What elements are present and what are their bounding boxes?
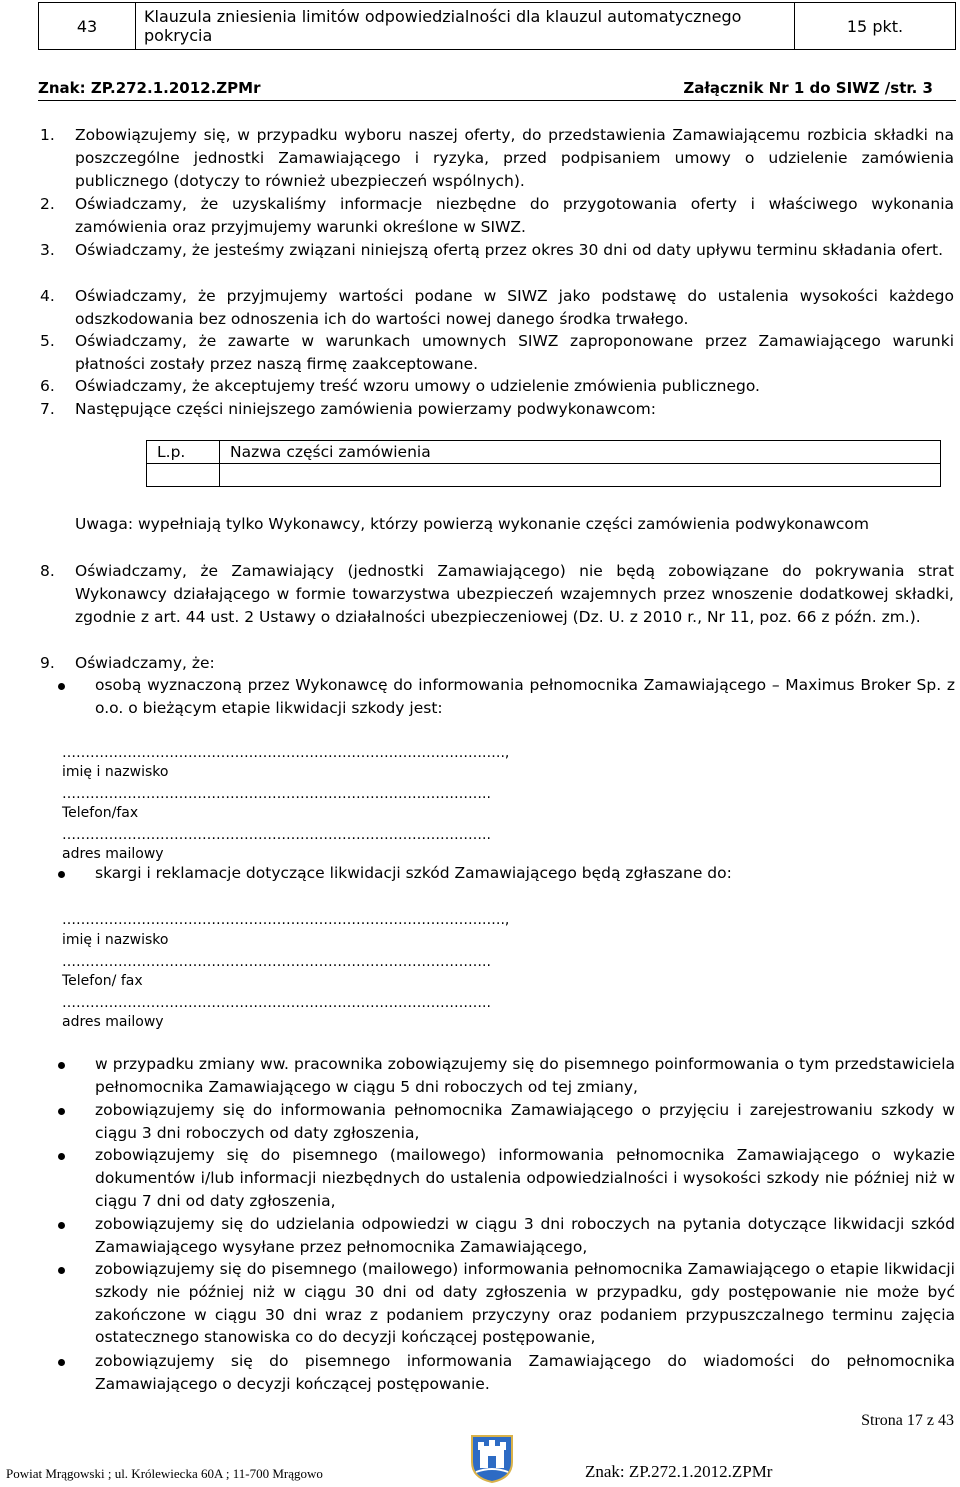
coat-of-arms-icon	[468, 1432, 516, 1484]
item-text: Oświadczamy, że przyjmujemy wartości podane w SIWZ jako podstawę do ustalenia wysokości każdego odszkodowania bez odnoszenia ich do wartości nowej danego środka trwałego.	[75, 287, 954, 328]
fill-line-name[interactable]: ……………………………………………………………………………….….,	[62, 745, 510, 761]
item-number: 1.	[40, 126, 55, 144]
bullet-text: w przypadku zmiany ww. pracownika zobowiązujemy się do pisemnego poinformowania o tym przedstawiciela pełnomocnika Zamawiającego w ciągu 5 dni roboczych od tej zmiany,	[95, 1055, 955, 1096]
label-email: adres mailowy	[62, 1014, 164, 1030]
bullet-obligation	[58, 1144, 955, 1212]
header-title: Klauzula zniesienia limitów odpowiedzialności dla klauzul automatycznego pokrycia	[136, 3, 795, 50]
bullet-text: zobowiązujemy się do informowania pełnomocnika Zamawiającego o przyjęciu i zarejestrowaniu szkody w ciągu 3 dni roboczych od daty zgłoszenia,	[95, 1101, 955, 1142]
bullet-icon	[58, 683, 65, 690]
column-header-lp: L.p.	[147, 441, 220, 464]
item-text: Oświadczamy, że:	[75, 654, 215, 672]
label-phone: Telefon/ fax	[62, 973, 143, 989]
bullet-text: osobą wyznaczoną przez Wykonawcę do informowania pełnomocnika Zamawiającego – Maximus Broker Sp. z o.o. o bieżącym etapie likwidacji szkody jest:	[95, 676, 955, 717]
list-item-8	[40, 560, 954, 628]
divider	[38, 100, 956, 101]
item-number: 6.	[40, 377, 55, 395]
bullet-text: zobowiązujemy się do pisemnego (mailowego) informowania pełnomocnika Zamawiającego o wykazie dokumentów i/lub informacji niezbędnych do ustalenia odpowiedzialności i wysokości szkody nie później niż w ciągu 7 dni od daty zgłoszenia,	[95, 1146, 955, 1210]
note-text: Uwaga: wypełniają tylko Wykonawcy, którzy powierzą wykonanie części zamówienia podwykonawcom	[75, 515, 869, 533]
bullet-icon	[58, 1153, 65, 1160]
label-email: adres mailowy	[62, 846, 164, 862]
bullet-obligation	[58, 1053, 955, 1099]
table-cell[interactable]	[147, 464, 220, 487]
item-number: 7.	[40, 400, 55, 418]
fill-line-phone[interactable]: ………………………………………………………………………………..	[62, 786, 491, 802]
header-table	[38, 2, 956, 50]
list-item-2	[40, 193, 954, 239]
bullet-icon	[58, 1267, 65, 1274]
item-number: 4.	[40, 287, 55, 305]
list-item-5	[40, 330, 954, 376]
list-item-9	[40, 652, 954, 675]
table-cell[interactable]	[220, 464, 941, 487]
bullet-icon	[58, 1222, 65, 1229]
bullet-icon	[58, 1108, 65, 1115]
list-item-1	[40, 124, 954, 192]
fill-line-name[interactable]: ……………………………………………………………………………….….,	[62, 912, 510, 928]
list-item-3	[40, 239, 954, 262]
item-number: 2.	[40, 195, 55, 213]
bullet-complaints	[58, 862, 955, 885]
list-item-6	[40, 375, 954, 398]
item-text: Następujące części niniejszego zamówienia powierzamy podwykonawcom:	[75, 400, 656, 418]
bullet-icon	[58, 871, 65, 878]
item-text: Zobowiązujemy się, w przypadku wyboru naszej oferty, do przedstawienia Zamawiającemu rozbicia składki na poszczególne jednostki Zamawiającego i ryzyka, przed podpisaniem umowy o udzielenie zamówienia publicznego (dotyczy to również ubezpieczeń wspólnych).	[75, 126, 954, 190]
item-number: 3.	[40, 241, 55, 259]
item-number: 5.	[40, 332, 55, 350]
fill-line-email[interactable]: ………………………………………………………………………………..	[62, 827, 491, 843]
item-text: Oświadczamy, że akceptujemy treść wzoru umowy o udzielenie zmówienia publicznego.	[75, 377, 760, 395]
item-number: 9.	[40, 654, 55, 672]
item-number: 8.	[40, 562, 55, 580]
bullet-obligation	[58, 1350, 955, 1396]
bullet-obligation	[58, 1258, 955, 1349]
label-phone: Telefon/fax	[62, 805, 139, 821]
list-item-4	[40, 285, 954, 331]
item-text: Oświadczamy, że zawarte w warunkach umownych SIWZ zaproponowane przez Zamawiającego warunki płatności zostały przez naszą firmę zaakceptowane.	[75, 332, 954, 373]
item-text: Oświadczamy, że uzyskaliśmy informacje niezbędne do przygotowania oferty i właściwego wykonania zamówienia oraz przyjmujemy warunki określone w SIWZ.	[75, 195, 954, 236]
bullet-obligation	[58, 1213, 955, 1259]
bullet-icon	[58, 1062, 65, 1069]
bullet-icon	[58, 1359, 65, 1366]
item-text: Oświadczamy, że Zamawiający (jednostki Zamawiającego) nie będą zobowiązane do pokrywania strat Wykonawcy działającego w formie towarzystwa ubezpieczeń wzajemnych przez wnoszenie dodatkowej składki, zgodnie z art. 44 ust. 2 Ustawy o działalności ubezpieczeniowej (Dz. U. z 2010 r., Nr 11, poz. 66 z późn. zm.).	[75, 562, 954, 626]
header-number: 43	[39, 3, 136, 50]
footer-address: Powiat Mrągowski ; ul. Królewiecka 60A ; 11-700 Mrągowo	[6, 1466, 323, 1481]
reference-line	[38, 79, 933, 97]
header-points: 15 pkt.	[795, 3, 956, 50]
bullet-obligation	[58, 1099, 955, 1145]
bullet-contact-person	[58, 674, 955, 720]
item-text: Oświadczamy, że jesteśmy związani niniejszą ofertą przez okres 30 dni od daty upływu terminu składania ofert.	[75, 241, 944, 259]
label-name: imię i nazwisko	[62, 764, 169, 780]
footer-reference: Znak: ZP.272.1.2012.ZPMr	[585, 1462, 773, 1481]
list-item-7	[40, 398, 954, 421]
attachment-label: Załącznik Nr 1 do SIWZ /str. 3	[683, 79, 933, 97]
fill-line-email[interactable]: ………………………………………………………………………………..	[62, 995, 491, 1011]
page-number: Strona 17 z 43	[861, 1412, 954, 1429]
bullet-text: zobowiązujemy się do pisemnego informowania Zamawiającego do wiadomości do pełnomocnika Zamawiającego o decyzji kończącej postępowanie.	[95, 1352, 955, 1393]
bullet-text: zobowiązujemy się do udzielania odpowiedzi w ciągu 3 dni roboczych na pytania dotyczące likwidacji szkód Zamawiającego wysyłane przez pełnomocnika Zamawiającego,	[95, 1215, 955, 1256]
bullet-text: zobowiązujemy się do pisemnego (mailowego) informowania pełnomocnika Zamawiającego o etapie likwidacji szkody nie później niż w ciągu 30 dni od daty zgłoszenia w przypadku, gdy postępowanie nie może być zakończone w ciągu 30 dni wraz z podaniem przyczyny oraz podaniem przypuszczalnego terminu zajęcia ostatecznego stanowiska co do decyzji kończącej postępowanie,	[95, 1260, 955, 1347]
reference-sign: Znak: ZP.272.1.2012.ZPMr	[38, 79, 261, 97]
column-header-name: Nazwa części zamówienia	[220, 441, 941, 464]
label-name: imię i nazwisko	[62, 932, 169, 948]
subcontract-table	[146, 440, 941, 487]
fill-line-phone[interactable]: ………………………………………………………………………………..	[62, 954, 491, 970]
bullet-text: skargi i reklamacje dotyczące likwidacji szkód Zamawiającego będą zgłaszane do:	[95, 864, 732, 882]
